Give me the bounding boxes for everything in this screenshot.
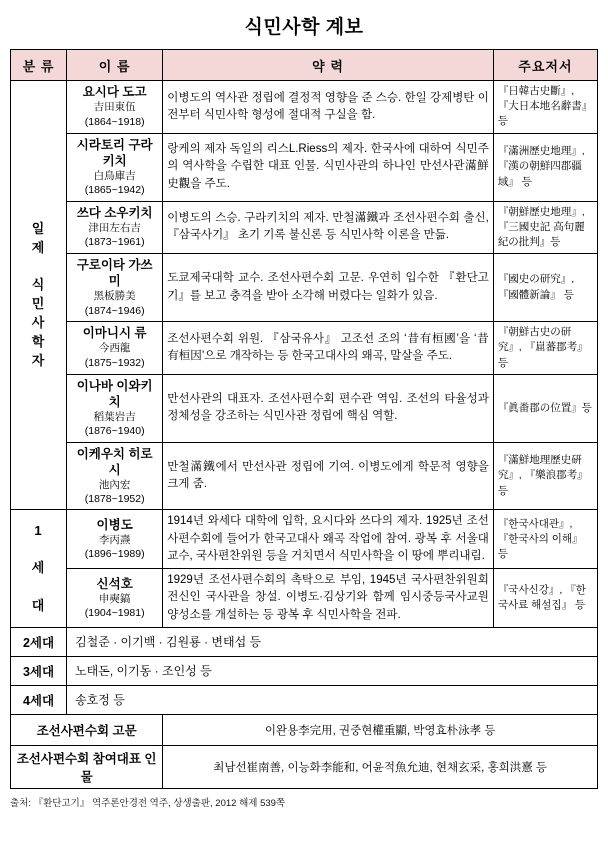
category-char: 대 xyxy=(31,597,46,613)
footer-value-participants: 최남선崔南善, 이능화李能和, 어윤적魚允迪, 현채玄采, 홍희洪憙 등 xyxy=(163,745,598,788)
person-name-hanja: 黑板勝美 xyxy=(93,290,136,303)
category-char: 1 xyxy=(34,522,43,538)
person-lifespan: (1864~1918) xyxy=(84,115,145,128)
person-biography: 조선사편수회 위원. 『삼국유사』 고조선 조의 ‘昔有桓國’을 ‘昔有桓因’으로 개작하는 등 한국고대사의 왜곡, 말살을 주도. xyxy=(163,322,494,375)
footer-label-advisors: 조선사편수회 고문 xyxy=(11,714,163,745)
person-name-cell xyxy=(67,442,163,510)
person-lifespan: (1874~1946) xyxy=(84,304,145,317)
person-name-hanja: 吉田東伍 xyxy=(93,101,136,114)
category-char: 사 xyxy=(31,315,46,331)
person-biography: 1914년 와세다 대학에 입학, 요시다와 쓰다의 제자. 1925년 조선사편수회에 들어가 한국고대사 왜곡 작업에 참여. 광복 후 서울대 교수, 국사편찬위원 등을 거치면서 식민사학을 이 땅에 뿌리내림. xyxy=(163,510,494,569)
category-char: 민 xyxy=(31,296,46,312)
table-row xyxy=(11,133,598,201)
person-name-cell xyxy=(67,322,163,375)
person-name-cell xyxy=(67,569,163,628)
category-char: 일 xyxy=(31,220,46,236)
column-header-name: 이 름 xyxy=(67,50,163,81)
category-char: 자 xyxy=(31,352,46,368)
person-books: 『滿鮮地理歷史硏究』, 『樂浪郡考』 등 xyxy=(493,442,597,510)
table-row xyxy=(11,627,598,656)
generation-label: 3세대 xyxy=(11,656,67,685)
person-lifespan: (1896~1989) xyxy=(84,548,145,561)
person-books: 『국사신강』, 『한국사료 해설집』 등 xyxy=(493,569,597,628)
person-books: 『滿洲歷史地理』, 『漢の朝鮮四郡疆域』 등 xyxy=(493,133,597,201)
table-row xyxy=(11,201,598,254)
person-name-hanja: 今西龍 xyxy=(98,342,131,355)
person-name-korean: 이나바 이와키치 xyxy=(76,378,153,409)
person-biography: 만철滿鐵에서 만선사관 정립에 기여. 이병도에게 학문적 영향을 크게 줌. xyxy=(163,442,494,510)
page-title: 식민사학 계보 xyxy=(244,17,364,38)
person-name-hanja: 津田左右吉 xyxy=(88,221,141,234)
table-row xyxy=(11,442,598,510)
table-row xyxy=(11,656,598,685)
category-char: 학 xyxy=(31,333,46,349)
category-char xyxy=(15,578,62,597)
table-row xyxy=(11,374,598,442)
person-lifespan: (1875~1932) xyxy=(84,356,145,369)
category-cell-japanese-colonial-historians xyxy=(11,81,67,510)
generation-label: 2세대 xyxy=(11,627,67,656)
table-body xyxy=(11,81,598,789)
person-books: 『朝鮮古史の研究』, 『崫蕃郡考』 등 xyxy=(493,322,597,375)
person-name-cell xyxy=(67,201,163,254)
column-header-category: 분 류 xyxy=(11,50,67,81)
person-books: 『朝鮮歷史地理』, 『三國史記 高句麗紀の批判』등 xyxy=(493,201,597,254)
table-row xyxy=(11,745,598,788)
source-note: 출처: 『환단고기』 역주론안경전 역주, 상생출판, 2012 해제 539쪽 xyxy=(10,797,286,809)
person-lifespan: (1878~1952) xyxy=(84,493,145,506)
footer-value-advisors: 이완용李完用, 권중현權重顯, 박영효朴泳孝 등 xyxy=(163,714,598,745)
category-cell-first-generation xyxy=(11,510,67,628)
person-name-hanja: 申奭鎬 xyxy=(98,592,131,605)
person-biography: 이병도의 역사관 정립에 결정적 영향을 준 스승. 한일 강제병탄 이전부터 식민사학 형성에 절대적 구실을 함. xyxy=(163,81,494,134)
table-row xyxy=(11,685,598,714)
person-name-korean: 이병도 xyxy=(96,517,133,532)
person-biography: 이병도의 스승. 구라키치의 제자. 만철滿鐵과 조선사편수회 출신, 『삼국사기』 초기 기록 불신론 등 식민사학 이론을 만듦. xyxy=(163,201,494,254)
table-row xyxy=(11,322,598,375)
table-row xyxy=(11,510,598,569)
person-name-cell xyxy=(67,374,163,442)
person-name-korean: 시라토리 구라키치 xyxy=(76,137,153,168)
footer-label-participants: 조선사편수회 참여대표 인물 xyxy=(11,745,163,788)
category-char xyxy=(15,540,62,559)
category-char: 세 xyxy=(31,560,46,576)
person-name-korean: 구로이타 가쓰미 xyxy=(76,258,153,289)
table-row xyxy=(11,714,598,745)
person-name-cell xyxy=(67,254,163,322)
table-row xyxy=(11,254,598,322)
person-name-hanja: 稻葉岩吉 xyxy=(93,410,136,423)
category-char xyxy=(15,258,62,277)
table-row xyxy=(11,569,598,628)
person-lifespan: (1904~1981) xyxy=(84,607,145,620)
generation-members: 송호정 등 xyxy=(67,685,598,714)
person-name-hanja: 池內宏 xyxy=(98,478,131,491)
person-name-korean: 신석호 xyxy=(96,576,133,591)
generation-members: 노태돈, 이기동 · 조인성 등 xyxy=(67,656,598,685)
person-biography: 만선사관의 대표자. 조선사편수회 편수관 역임. 조선의 타율성과 정체성을 강조하는 식민사관 정립에 핵심 역할. xyxy=(163,374,494,442)
person-biography: 도쿄제국대학 교수. 조선사편수회 고문. 우연히 입수한 『환단고기』를 보고 충격을 받아 소각해 버렸다는 일화가 있음. xyxy=(163,254,494,322)
person-name-cell xyxy=(67,81,163,134)
category-char: 제 xyxy=(31,239,46,255)
person-name-cell xyxy=(67,133,163,201)
column-header-books: 주요저서 xyxy=(493,50,597,81)
person-lifespan: (1873~1961) xyxy=(84,236,145,249)
person-books: 『日韓古史斷』, 『大日本地名辭書』등 xyxy=(493,81,597,134)
genealogy-table xyxy=(10,49,598,789)
category-char: 식 xyxy=(31,277,46,293)
person-books: 『한국사대관』, 『한국사의 이해』 등 xyxy=(493,510,597,569)
person-name-korean: 요시다 도고 xyxy=(82,85,147,100)
person-name-korean: 쓰다 소우키치 xyxy=(76,205,153,220)
person-lifespan: (1865~1942) xyxy=(84,184,145,197)
person-books: 『眞畨郡の位置』등 xyxy=(493,374,597,442)
person-books: 『國史の研究』, 『國體新論』 등 xyxy=(493,254,597,322)
generation-label: 4세대 xyxy=(11,685,67,714)
person-name-hanja: 白鳥庫吉 xyxy=(93,169,136,182)
table-row xyxy=(11,81,598,134)
person-name-cell xyxy=(67,510,163,569)
person-name-hanja: 李丙燾 xyxy=(98,533,131,546)
person-biography: 1929년 조선사편수회의 촉탁으로 부임, 1945년 국사편찬위원회 전신인 국사관을 창설. 이병도·김상기와 함께 임시중등국사교원양성소를 개설하는 등 광복 후 식민사학을 전파. xyxy=(163,569,494,628)
person-name-korean: 이케우치 히로시 xyxy=(76,446,153,477)
person-name-korean: 이마니시 류 xyxy=(82,326,147,341)
person-biography: 랑케의 제자 독일의 리스L.Riess의 제자. 한국사에 대하여 식민주의 역사학을 수립한 대표 인물. 식민사관의 하나인 만선사관滿鮮史觀을 주도. xyxy=(163,133,494,201)
generation-members: 김철준 · 이기백 · 김원룡 · 변태섭 등 xyxy=(67,627,598,656)
table-header-row xyxy=(11,50,598,81)
person-lifespan: (1876~1940) xyxy=(84,425,145,438)
table-header xyxy=(11,50,598,81)
column-header-biography: 약 력 xyxy=(163,50,494,81)
